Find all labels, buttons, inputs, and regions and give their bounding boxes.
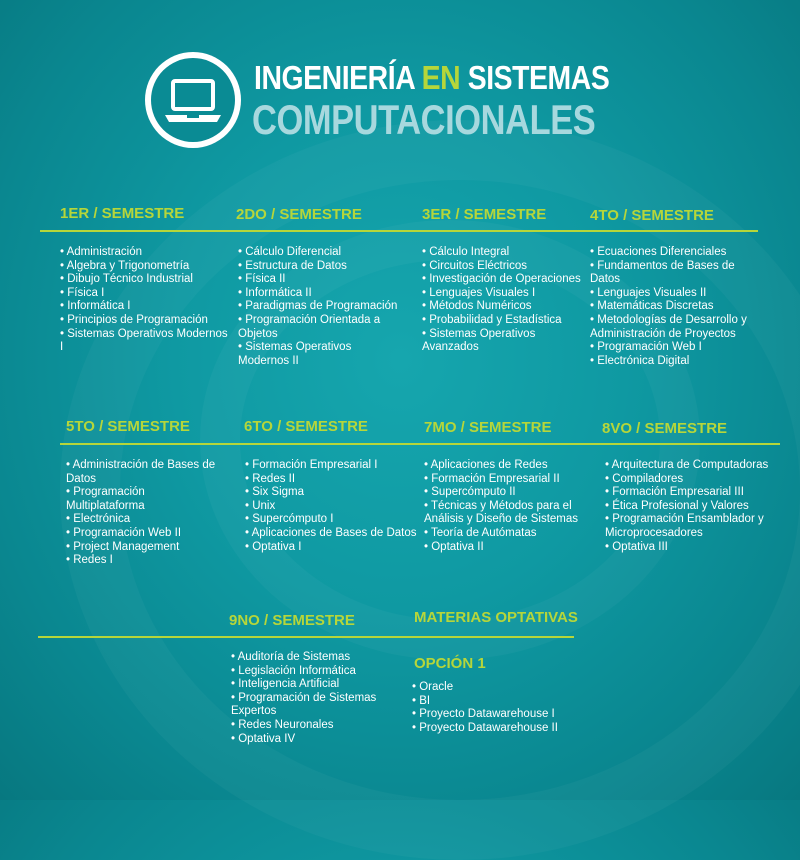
subject-item: • Optativa II bbox=[424, 541, 584, 555]
subject-item: • Lenguajes Visuales II bbox=[590, 287, 750, 301]
semester-title: 1ER / SEMESTRE bbox=[60, 205, 185, 222]
subject-item: • Paradigmas de Programación bbox=[238, 300, 403, 314]
subject-item: • Administración bbox=[60, 246, 228, 260]
subject-item: • Electrónica Digital bbox=[590, 355, 750, 369]
subject-item: • Programación Web II bbox=[66, 527, 226, 541]
option-title: OPCIÓN 1 bbox=[414, 655, 486, 672]
semester-subjects-7 bbox=[424, 459, 584, 554]
semester-subjects-4 bbox=[590, 246, 750, 368]
subject-item: • Project Management bbox=[66, 541, 226, 555]
subject-item: • Fundamentos de Bases de Datos bbox=[590, 260, 750, 287]
subject-item: • Formación Empresarial III bbox=[605, 486, 775, 500]
subject-item: • Sistemas Operativos Modernos I bbox=[60, 328, 228, 355]
semester-title: 9NO / SEMESTRE bbox=[229, 612, 355, 629]
subject-item: • Legislación Informática bbox=[231, 665, 391, 679]
subject-item: • Compiladores bbox=[605, 473, 775, 487]
semester-title: 6TO / SEMESTRE bbox=[244, 418, 368, 435]
semester-subjects-5 bbox=[66, 459, 226, 568]
semester-title: 8VO / SEMESTRE bbox=[602, 420, 728, 437]
optativas-title: MATERIAS OPTATIVAS bbox=[414, 609, 578, 626]
subject-item: • Ética Profesional y Valores bbox=[605, 500, 775, 514]
semester-title: 2DO / SEMESTRE bbox=[236, 206, 362, 223]
divider bbox=[40, 230, 758, 232]
subject-item: • Programación de Sistemas Expertos bbox=[231, 692, 391, 719]
subject-item: • Programación Multiplataforma bbox=[66, 486, 226, 513]
subject-item: • Probabilidad y Estadística bbox=[422, 314, 582, 328]
subject-item: • Estructura de Datos bbox=[238, 260, 403, 274]
subject-item: • Unix bbox=[245, 500, 420, 514]
semester-title: 3ER / SEMESTRE bbox=[422, 206, 547, 223]
subject-item: • Cálculo Diferencial bbox=[238, 246, 403, 260]
program-title-line2: COMPUTACIONALES bbox=[252, 96, 596, 143]
semester-subjects-1 bbox=[60, 246, 228, 355]
subject-item: • Redes II bbox=[245, 473, 420, 487]
subject-item: • Circuitos Eléctricos bbox=[422, 260, 582, 274]
subject-item: • Aplicaciones de Redes bbox=[424, 459, 584, 473]
subject-item: • Sistemas Operativos Avanzados bbox=[422, 328, 582, 355]
subject-item: • Optativa III bbox=[605, 541, 775, 555]
subject-item: • Ecuaciones Diferenciales bbox=[590, 246, 750, 260]
subject-item: • Principios de Programación bbox=[60, 314, 228, 328]
semester-title: 7MO / SEMESTRE bbox=[424, 419, 552, 436]
subject-item: • Lenguajes Visuales I bbox=[422, 287, 582, 301]
subject-item: • Proyecto Datawarehouse I bbox=[412, 708, 572, 722]
subject-item: • Auditoría de Sistemas bbox=[231, 651, 391, 665]
divider bbox=[38, 636, 574, 638]
subject-item: • Investigación de Operaciones bbox=[422, 273, 582, 287]
semester-subjects-8 bbox=[605, 459, 775, 554]
subject-item: • Cálculo Integral bbox=[422, 246, 582, 260]
subject-item: • Optativa IV bbox=[231, 733, 391, 747]
subject-item: • Oracle bbox=[412, 681, 572, 695]
semester-subjects-6 bbox=[245, 459, 420, 554]
subject-item: • Física II bbox=[238, 273, 403, 287]
subject-item: • Optativa I bbox=[245, 541, 420, 555]
semester-title: 4TO / SEMESTRE bbox=[590, 207, 714, 224]
subject-item: • Aplicaciones de Bases de Datos bbox=[245, 527, 420, 541]
subject-item: • Formación Empresarial II bbox=[424, 473, 584, 487]
subject-item: • Redes I bbox=[66, 554, 226, 568]
subject-item: • Programación Ensamblador y Microprocesadores bbox=[605, 513, 775, 540]
semester-subjects-9 bbox=[231, 651, 391, 746]
subject-item: • Six Sigma bbox=[245, 486, 420, 500]
subject-item: • Teoría de Autómatas bbox=[424, 527, 584, 541]
subject-item: • Sistemas Operativos Modernos II bbox=[238, 341, 403, 368]
subject-item: • Arquitectura de Computadoras bbox=[605, 459, 775, 473]
subject-item: • Física I bbox=[60, 287, 228, 301]
subject-item: • Métodos Numéricos bbox=[422, 300, 582, 314]
semester-subjects-3 bbox=[422, 246, 582, 355]
program-title-line1: INGENIERÍA EN SISTEMAS bbox=[254, 59, 610, 96]
optativas-subjects bbox=[412, 681, 572, 735]
subject-item: • Dibujo Técnico Industrial bbox=[60, 273, 228, 287]
subject-item: • Inteligencia Artificial bbox=[231, 678, 391, 692]
laptop-icon bbox=[145, 52, 241, 148]
subject-item: • Electrónica bbox=[66, 513, 226, 527]
subject-item: • Programación Orientada a Objetos bbox=[238, 314, 403, 341]
subject-item: • Metodologías de Desarrollo y Administración de Proyectos bbox=[590, 314, 750, 341]
subject-item: • Redes Neuronales bbox=[231, 719, 391, 733]
subject-item: • Informática I bbox=[60, 300, 228, 314]
semester-title: 5TO / SEMESTRE bbox=[66, 418, 190, 435]
subject-item: • Informática II bbox=[238, 287, 403, 301]
semester-subjects-2 bbox=[238, 246, 403, 368]
subject-item: • Técnicas y Métodos para el Análisis y Diseño de Sistemas bbox=[424, 500, 584, 527]
subject-item: • Algebra y Trigonometría bbox=[60, 260, 228, 274]
logo bbox=[145, 52, 241, 148]
subject-item: • Proyecto Datawarehouse II bbox=[412, 722, 572, 736]
subject-item: • Administración de Bases de Datos bbox=[66, 459, 226, 486]
divider bbox=[60, 443, 780, 445]
subject-item: • Supercómputo I bbox=[245, 513, 420, 527]
subject-item: • Programación Web I bbox=[590, 341, 750, 355]
subject-item: • BI bbox=[412, 695, 572, 709]
subject-item: • Supercómputo II bbox=[424, 486, 584, 500]
subject-item: • Formación Empresarial I bbox=[245, 459, 420, 473]
subject-item: • Matemáticas Discretas bbox=[590, 300, 750, 314]
